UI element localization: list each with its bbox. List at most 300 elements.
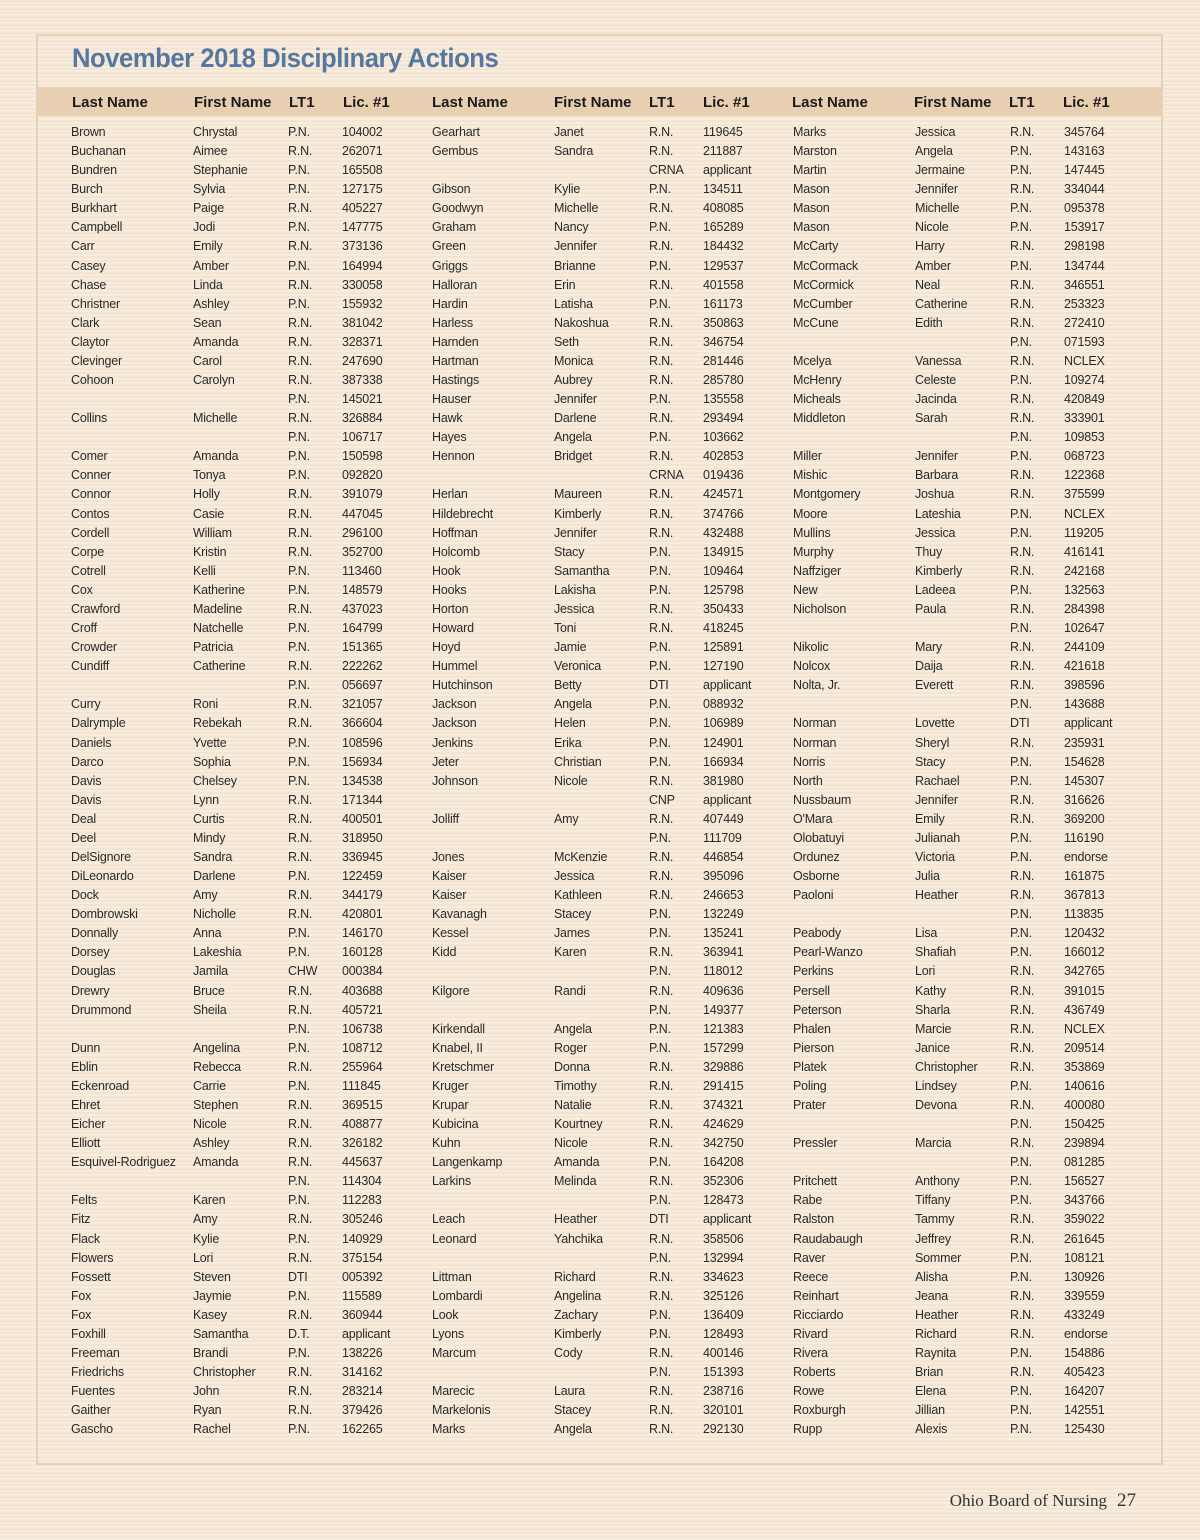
first-name-cell: Sean xyxy=(193,315,222,330)
license-number-cell: 344179 xyxy=(342,888,383,903)
last-name-cell: Kretschmer xyxy=(432,1059,494,1074)
license-number-cell: 432488 xyxy=(703,525,744,540)
first-name-cell: Richard xyxy=(554,1269,596,1284)
last-name-cell: Darco xyxy=(71,754,104,769)
license-type-cell: P.N. xyxy=(649,964,671,979)
license-type-cell: R.N. xyxy=(649,601,674,616)
license-type-cell: R.N. xyxy=(288,239,313,254)
license-type-cell: R.N. xyxy=(649,201,674,216)
first-name-cell: Nicole xyxy=(193,1117,227,1132)
first-name-cell: Anthony xyxy=(915,1174,960,1189)
last-name-cell: Corpe xyxy=(71,544,105,559)
license-number-cell: 103662 xyxy=(703,430,744,445)
license-number-cell: 146170 xyxy=(342,926,383,941)
first-name-cell: John xyxy=(193,1384,220,1399)
last-name-cell: Knabel, II xyxy=(432,1040,483,1055)
last-name-cell: Friedrichs xyxy=(71,1365,124,1380)
license-type-cell: R.N. xyxy=(1010,277,1035,292)
last-name-cell: Harless xyxy=(432,315,473,330)
first-name-cell: Seth xyxy=(554,334,579,349)
last-name-cell: Hoyd xyxy=(432,640,461,655)
license-type-cell: P.N. xyxy=(288,735,310,750)
license-number-cell: 128493 xyxy=(703,1326,744,1341)
last-name-cell: Hummel xyxy=(432,659,478,674)
last-name-cell: Hutchinson xyxy=(432,678,493,693)
license-number-cell: 400501 xyxy=(342,811,383,826)
first-name-cell: Casie xyxy=(193,506,224,521)
license-number-cell: 291415 xyxy=(703,1078,744,1093)
license-type-cell: R.N. xyxy=(1010,563,1035,578)
license-number-cell: 321057 xyxy=(342,697,383,712)
license-type-cell: R.N. xyxy=(288,411,313,426)
last-name-cell: Freeman xyxy=(71,1346,120,1360)
last-name-cell: Connor xyxy=(71,487,111,502)
last-name-cell: Bundren xyxy=(71,163,117,178)
first-name-cell: Helen xyxy=(554,716,586,731)
last-name-cell: Clark xyxy=(71,315,100,330)
first-name-cell: Carrie xyxy=(193,1078,226,1093)
first-name-cell: Jessica xyxy=(915,525,956,540)
license-number-cell: 154628 xyxy=(1064,754,1105,769)
last-name-cell: Persell xyxy=(793,983,830,998)
license-number-cell: 056697 xyxy=(342,678,383,693)
last-name-cell: Marks xyxy=(432,1422,466,1437)
last-name-cell: McHenry xyxy=(793,373,842,388)
license-number-cell: 154886 xyxy=(1064,1346,1105,1360)
license-type-cell: P.N. xyxy=(1010,1117,1032,1132)
license-number-cell: 272410 xyxy=(1064,315,1105,330)
license-type-cell: P.N. xyxy=(1010,1346,1032,1360)
license-number-cell: 120432 xyxy=(1064,926,1105,941)
license-number-cell: NCLEX xyxy=(1064,353,1105,368)
last-name-cell: Norman xyxy=(793,716,837,731)
license-number-cell: 111845 xyxy=(342,1078,381,1093)
license-type-cell: R.N. xyxy=(649,449,674,464)
license-number-cell: 379426 xyxy=(342,1403,383,1418)
license-type-cell: DTI xyxy=(649,678,669,693)
license-number-cell: 092820 xyxy=(342,468,383,483)
last-name-cell: Jackson xyxy=(432,697,477,712)
license-number-cell: 132994 xyxy=(703,1250,744,1265)
license-number-cell: 019436 xyxy=(703,468,744,483)
last-name-cell: Fox xyxy=(71,1307,92,1322)
license-number-cell: 147445 xyxy=(1064,163,1105,178)
license-number-cell: 166012 xyxy=(1064,945,1105,960)
last-name-cell: Herlan xyxy=(432,487,468,502)
license-type-cell: R.N. xyxy=(649,1231,674,1246)
license-number-cell: 316626 xyxy=(1064,792,1105,807)
license-number-cell: 366604 xyxy=(342,716,383,731)
license-number-cell: 222262 xyxy=(342,659,383,674)
license-number-cell: 375599 xyxy=(1064,487,1105,502)
last-name-cell: McCormack xyxy=(793,258,858,273)
license-type-cell: P.N. xyxy=(288,296,310,311)
first-name-cell: Angela xyxy=(554,430,592,445)
license-number-cell: 119205 xyxy=(1064,525,1104,540)
license-type-cell: R.N. xyxy=(649,1346,674,1360)
license-type-cell: R.N. xyxy=(288,888,313,903)
license-number-cell: 350433 xyxy=(703,601,744,616)
license-type-cell: P.N. xyxy=(649,1040,671,1055)
license-number-cell: 336945 xyxy=(342,849,383,864)
license-type-cell: R.N. xyxy=(1010,792,1035,807)
license-number-cell: 446854 xyxy=(703,849,744,864)
last-name-cell: Brown xyxy=(71,125,106,139)
license-type-cell: P.N. xyxy=(649,1250,671,1265)
first-name-cell: Marcie xyxy=(915,1021,952,1036)
last-name-cell: Ricciardo xyxy=(793,1307,844,1322)
last-name-cell: Donnally xyxy=(71,926,119,941)
header-lt1: LT1 xyxy=(649,94,675,111)
license-type-cell: P.N. xyxy=(649,582,671,597)
first-name-cell: Patricia xyxy=(193,640,234,655)
last-name-cell: Drummond xyxy=(71,1002,132,1017)
license-number-cell: applicant xyxy=(703,1212,752,1227)
first-name-cell: Ryan xyxy=(193,1403,222,1418)
last-name-cell: Platek xyxy=(793,1059,827,1074)
license-number-cell: 346551 xyxy=(1064,277,1105,292)
first-name-cell: Mindy xyxy=(193,830,226,845)
license-number-cell: 132563 xyxy=(1064,582,1105,597)
first-name-cell: Rachael xyxy=(915,773,960,788)
license-number-cell: 166934 xyxy=(703,754,744,769)
last-name-cell: McCune xyxy=(793,315,839,330)
last-name-cell: Kruger xyxy=(432,1078,469,1093)
license-type-cell: P.N. xyxy=(288,392,310,407)
license-number-cell: 151365 xyxy=(342,640,383,655)
first-name-cell: Darlene xyxy=(554,411,597,426)
last-name-cell: Crawford xyxy=(71,601,121,616)
last-name-cell: Marks xyxy=(793,125,827,139)
first-name-cell: Janet xyxy=(554,125,584,139)
license-type-cell: P.N. xyxy=(1010,163,1032,178)
first-name-cell: James xyxy=(554,926,590,941)
first-name-cell: Stacy xyxy=(554,544,585,559)
license-type-cell: R.N. xyxy=(288,811,313,826)
first-name-cell: Madeline xyxy=(193,601,243,616)
first-name-cell: Amanda xyxy=(193,1155,239,1170)
first-name-cell: Kasey xyxy=(193,1307,227,1322)
last-name-cell: Kilgore xyxy=(432,983,470,998)
first-name-cell: Stephen xyxy=(193,1097,239,1112)
license-number-cell: 102647 xyxy=(1064,621,1105,636)
last-name-cell: Leonard xyxy=(432,1231,477,1246)
license-type-cell: R.N. xyxy=(1010,239,1035,254)
license-type-cell: R.N. xyxy=(649,1136,674,1151)
license-number-cell: 161173 xyxy=(703,296,743,311)
license-number-cell: 391079 xyxy=(342,487,383,502)
last-name-cell: Mason xyxy=(793,220,830,235)
first-name-cell: Celeste xyxy=(915,373,956,388)
license-number-cell: 369200 xyxy=(1064,811,1105,826)
license-number-cell: 115589 xyxy=(342,1288,382,1303)
license-type-cell: CHW xyxy=(288,964,318,979)
last-name-cell: Moore xyxy=(793,506,828,521)
first-name-cell: Catherine xyxy=(915,296,968,311)
last-name-cell: Gibson xyxy=(432,182,471,197)
first-name-cell: Brian xyxy=(915,1365,944,1380)
license-number-cell: 343766 xyxy=(1064,1193,1105,1208)
license-type-cell: P.N. xyxy=(649,1326,671,1341)
first-name-cell: Lisa xyxy=(915,926,938,941)
first-name-cell: Anna xyxy=(193,926,222,941)
license-type-cell: DTI xyxy=(649,1212,669,1227)
license-number-cell: 125430 xyxy=(1064,1422,1105,1437)
last-name-cell: Rabe xyxy=(793,1193,823,1208)
license-number-cell: 235931 xyxy=(1064,735,1105,750)
last-name-cell: McCormick xyxy=(793,277,854,292)
license-number-cell: 116190 xyxy=(1064,830,1104,845)
last-name-cell: Goodwyn xyxy=(432,201,484,216)
first-name-cell: Lori xyxy=(193,1250,214,1265)
license-type-cell: R.N. xyxy=(1010,1365,1035,1380)
first-name-cell: Latisha xyxy=(554,296,593,311)
license-number-cell: 342750 xyxy=(703,1136,744,1151)
first-name-cell: Jessica xyxy=(915,125,956,139)
license-type-cell: R.N. xyxy=(649,1097,674,1112)
last-name-cell: Mcelya xyxy=(793,353,832,368)
license-number-cell: 135558 xyxy=(703,392,744,407)
license-number-cell: 164799 xyxy=(342,621,383,636)
license-number-cell: 095378 xyxy=(1064,201,1105,216)
license-number-cell: 342765 xyxy=(1064,964,1105,979)
page-number: 27 xyxy=(1117,1490,1136,1511)
first-name-cell: Nicholle xyxy=(193,907,236,922)
license-type-cell: R.N. xyxy=(1010,888,1035,903)
license-type-cell: P.N. xyxy=(288,563,310,578)
license-type-cell: P.N. xyxy=(649,1155,671,1170)
first-name-cell: Nakoshua xyxy=(554,315,609,330)
license-number-cell: 261645 xyxy=(1064,1231,1105,1246)
first-name-cell: Christian xyxy=(554,754,602,769)
license-type-cell: R.N. xyxy=(288,716,313,731)
license-number-cell: 136409 xyxy=(703,1307,744,1322)
license-number-cell: 244109 xyxy=(1064,640,1105,655)
license-type-cell: R.N. xyxy=(288,849,313,864)
last-name-cell: Holcomb xyxy=(432,544,480,559)
last-name-cell: Hawk xyxy=(432,411,463,426)
license-type-cell: P.N. xyxy=(649,1307,671,1322)
license-type-cell: DTI xyxy=(288,1269,308,1284)
first-name-cell: Jessica xyxy=(554,601,595,616)
last-name-cell: Carr xyxy=(71,239,95,254)
license-type-cell: P.N. xyxy=(1010,506,1032,521)
license-number-cell: 359022 xyxy=(1064,1212,1105,1227)
last-name-cell: Halloran xyxy=(432,277,477,292)
license-type-cell: R.N. xyxy=(1010,1040,1035,1055)
last-name-cell: Cordell xyxy=(71,525,110,540)
first-name-cell: Julia xyxy=(915,869,940,884)
license-type-cell: P.N. xyxy=(288,621,310,636)
first-name-cell: Shafiah xyxy=(915,945,956,960)
license-number-cell: 081285 xyxy=(1064,1155,1105,1170)
license-type-cell: R.N. xyxy=(649,506,674,521)
license-number-cell: 112283 xyxy=(342,1193,382,1208)
first-name-cell: Emily xyxy=(193,239,223,254)
last-name-cell: Jackson xyxy=(432,716,477,731)
license-type-cell: R.N. xyxy=(649,1269,674,1284)
license-type-cell: R.N. xyxy=(649,1174,674,1189)
license-number-cell: 374321 xyxy=(703,1097,744,1112)
license-type-cell: P.N. xyxy=(1010,1155,1032,1170)
license-number-cell: 416141 xyxy=(1064,544,1105,559)
license-type-cell: CNP xyxy=(649,792,675,807)
last-name-cell: Gearhart xyxy=(432,125,480,139)
last-name-cell: Markelonis xyxy=(432,1403,491,1418)
first-name-cell: Tonya xyxy=(193,468,226,483)
license-type-cell: P.N. xyxy=(1010,144,1032,159)
license-type-cell: R.N. xyxy=(288,697,313,712)
license-number-cell: 401558 xyxy=(703,277,744,292)
last-name-cell: Littman xyxy=(432,1269,472,1284)
license-number-cell: 149377 xyxy=(703,1002,744,1017)
license-number-cell: 339559 xyxy=(1064,1288,1105,1303)
license-number-cell: 171344 xyxy=(342,792,383,807)
license-type-cell: R.N. xyxy=(1010,1231,1035,1246)
first-name-cell: Tiffany xyxy=(915,1193,951,1208)
license-type-cell: P.N. xyxy=(649,220,671,235)
first-name-cell: Joshua xyxy=(915,487,955,502)
first-name-cell: Aimee xyxy=(193,144,228,159)
last-name-cell: Drewry xyxy=(71,983,110,998)
license-number-cell: 108712 xyxy=(342,1040,383,1055)
first-name-cell: Jodi xyxy=(193,220,216,235)
first-name-cell: Christopher xyxy=(193,1365,256,1380)
first-name-cell: Bruce xyxy=(193,983,225,998)
license-number-cell: 156934 xyxy=(342,754,383,769)
license-number-cell: 352306 xyxy=(703,1174,744,1189)
license-type-cell: R.N. xyxy=(288,1403,313,1418)
license-number-cell: 122459 xyxy=(342,869,383,884)
last-name-cell: Leach xyxy=(432,1212,466,1227)
last-name-cell: Langenkamp xyxy=(432,1155,503,1170)
license-type-cell: P.N. xyxy=(288,582,310,597)
last-name-cell: DiLeonardo xyxy=(71,869,134,884)
first-name-cell: Angela xyxy=(554,1422,592,1437)
last-name-cell: McCumber xyxy=(793,296,853,311)
license-number-cell: 281446 xyxy=(703,353,744,368)
first-name-cell: Maureen xyxy=(554,487,602,502)
last-name-cell: Phalen xyxy=(793,1021,831,1036)
license-number-cell: 326182 xyxy=(342,1136,383,1151)
first-name-cell: Lovette xyxy=(915,716,955,731)
license-type-cell: R.N. xyxy=(649,239,674,254)
license-type-cell: P.N. xyxy=(1010,430,1032,445)
last-name-cell: Croff xyxy=(71,621,97,636)
license-number-cell: 420849 xyxy=(1064,392,1105,407)
license-type-cell: P.N. xyxy=(288,926,310,941)
license-type-cell: R.N. xyxy=(1010,1307,1035,1322)
first-name-cell: Lakisha xyxy=(554,582,596,597)
license-number-cell: 333901 xyxy=(1064,411,1105,426)
license-number-cell: 071593 xyxy=(1064,334,1105,349)
license-type-cell: P.N. xyxy=(649,907,671,922)
last-name-cell: Olobatuyi xyxy=(793,830,845,845)
license-type-cell: P.N. xyxy=(649,735,671,750)
license-number-cell: 150598 xyxy=(342,449,383,464)
last-name-cell: Raudabaugh xyxy=(793,1231,863,1246)
last-name-cell: Eicher xyxy=(71,1117,106,1132)
license-number-cell: 147775 xyxy=(342,220,383,235)
first-name-cell: Ashley xyxy=(193,1136,230,1151)
license-type-cell: R.N. xyxy=(649,373,674,388)
license-type-cell: P.N. xyxy=(649,392,671,407)
last-name-cell: Crowder xyxy=(71,640,117,655)
license-number-cell: 127175 xyxy=(342,182,383,197)
last-name-cell: Hook xyxy=(432,563,461,578)
first-name-cell: Holly xyxy=(193,487,220,502)
license-number-cell: applicant xyxy=(703,163,752,178)
first-name-cell: Natalie xyxy=(554,1097,592,1112)
license-type-cell: R.N. xyxy=(288,506,313,521)
license-type-cell: R.N. xyxy=(288,487,313,502)
license-number-cell: 111709 xyxy=(703,830,742,845)
first-name-cell: Aubrey xyxy=(554,373,593,388)
license-type-cell: R.N. xyxy=(288,315,313,330)
last-name-cell: Harnden xyxy=(432,334,479,349)
first-name-cell: Lynn xyxy=(193,792,219,807)
header-last-name: Last Name xyxy=(72,94,148,111)
license-type-cell: R.N. xyxy=(1010,1288,1035,1303)
license-type-cell: R.N. xyxy=(288,1384,313,1399)
last-name-cell: Paoloni xyxy=(793,888,834,903)
last-name-cell: Howard xyxy=(432,621,474,636)
license-number-cell: 211887 xyxy=(703,144,743,159)
license-type-cell: P.N. xyxy=(288,945,310,960)
first-name-cell: Monica xyxy=(554,353,594,368)
first-name-cell: Stacy xyxy=(915,754,946,769)
first-name-cell: Victoria xyxy=(915,849,955,864)
license-type-cell: R.N. xyxy=(288,1117,313,1132)
license-type-cell: P.N. xyxy=(1010,449,1032,464)
license-number-cell: 132249 xyxy=(703,907,744,922)
last-name-cell: Graham xyxy=(432,220,476,235)
license-number-cell: 184432 xyxy=(703,239,744,254)
license-type-cell: P.N. xyxy=(288,1346,310,1360)
last-name-cell: Pearl-Wanzo xyxy=(793,945,863,960)
first-name-cell: Michelle xyxy=(915,201,960,216)
license-number-cell: NCLEX xyxy=(1064,506,1105,521)
last-name-cell: Larkins xyxy=(432,1174,471,1189)
license-number-cell: 109853 xyxy=(1064,430,1105,445)
license-number-cell: 118012 xyxy=(703,964,743,979)
last-name-cell: Collins xyxy=(71,411,108,426)
last-name-cell: Cohoon xyxy=(71,373,114,388)
first-name-cell: Angelina xyxy=(193,1040,241,1055)
last-name-cell: Gaither xyxy=(71,1403,111,1418)
license-number-cell: 124901 xyxy=(703,735,744,750)
license-type-cell: P.N. xyxy=(649,640,671,655)
first-name-cell: Tammy xyxy=(915,1212,955,1227)
license-type-cell: P.N. xyxy=(288,1288,310,1303)
first-name-cell: Julianah xyxy=(915,830,960,845)
last-name-cell: Cotrell xyxy=(71,563,106,578)
last-name-cell: Middleton xyxy=(793,411,846,426)
license-type-cell: R.N. xyxy=(1010,468,1035,483)
last-name-cell: Miller xyxy=(793,449,822,464)
license-type-cell: P.N. xyxy=(288,449,310,464)
license-type-cell: R.N. xyxy=(288,1136,313,1151)
license-type-cell: R.N. xyxy=(649,125,674,139)
first-name-cell: William xyxy=(193,525,232,540)
first-name-cell: Samantha xyxy=(193,1326,249,1341)
license-number-cell: 164994 xyxy=(342,258,383,273)
first-name-cell: Amy xyxy=(554,811,579,826)
license-number-cell: 292130 xyxy=(703,1422,744,1437)
license-number-cell: 374766 xyxy=(703,506,744,521)
license-number-cell: 106738 xyxy=(342,1021,383,1036)
license-number-cell: 128473 xyxy=(703,1193,744,1208)
